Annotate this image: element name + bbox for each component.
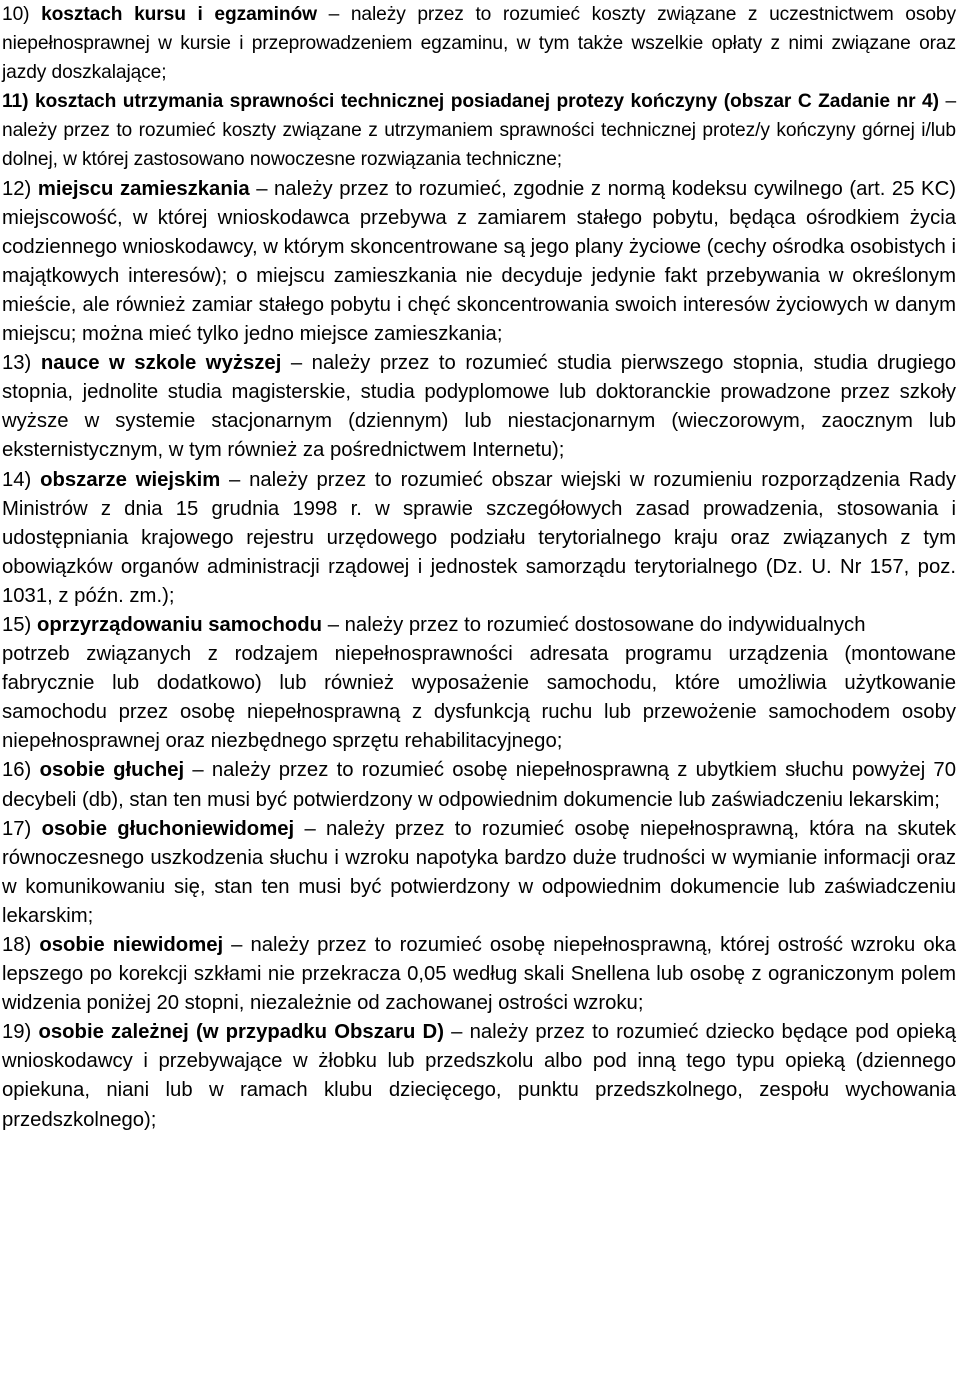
definition-number: 11)	[2, 91, 29, 113]
definition-term: miejscu zamieszkania	[37, 177, 250, 200]
definition-17	[2, 815, 956, 931]
definition-text: – należy przez to rozumieć studia pierwszego stopnia, studia drugiego stopnia, jednolite studia magisterskie, studia podyplomowe lub doktoranckie prowadzone przez szkoły wyższe w systemie stacjonarnym (dziennym) lub niestacjonarnym (wieczorowym, zaocznym lub eksternistycznym, w tym również za pośrednictwem Internetu);	[2, 352, 957, 462]
definition-text: – należy przez to rozumieć obszar wiejski w rozumieniu rozporządzenia Rady Ministrów z dnia 15 grudnia 1998 r. w sprawie szczegółowych zasad prowadzenia, stosowania i udostępniania krajowego rejestru urzędowego podziału terytorialnego kraju oraz związanych z tym obowiązków organów administracji rządowej i jednostek samorządu terytorialnego (Dz. U. Nr 157, poz. 1031, z późn. zm.);	[2, 468, 957, 607]
definition-12	[2, 175, 956, 350]
definition-18	[2, 931, 956, 1018]
definition-number: 10)	[2, 4, 30, 25]
definition-term: osobie zależnej (w przypadku Obszaru D)	[38, 1021, 444, 1044]
definition-text: – należy przez to rozumieć osobę niepełnosprawną, która na skutek równoczesnego uszkodzenia słuchu i wzroku napotyka bardzo duże trudności w wymianie informacji oraz w komunikowaniu się, stan ten musi być potwierdzony w odpowiednim dokumencie lub zaświadczeniu lekarskim;	[2, 817, 957, 927]
definition-term: osobie głuchej	[39, 759, 185, 782]
definition-15-continued	[2, 640, 956, 756]
definition-term: nauce w szkole wyższej	[40, 352, 282, 375]
definition-number: 19)	[2, 1021, 32, 1044]
definition-10	[2, 0, 956, 87]
definition-text: – należy przez to rozumieć osobę niepełnosprawną z ubytkiem słuchu powyżej 70 decybeli (db), stan ten musi być potwierdzony w odpowiednim dokumencie lub zaświadczeniu lekarskim;	[2, 759, 956, 811]
definition-number: 15)	[2, 613, 32, 636]
definition-number: 14)	[2, 468, 32, 491]
definition-text: – należy przez to rozumieć koszty związane z uczestnictwem osoby niepełnosprawnej w kursie i przeprowadzeniem egzaminu, w tym także wszelkie opłaty z nimi związane oraz jazdy doszkalające;	[2, 4, 956, 84]
definition-number: 18)	[2, 934, 32, 956]
definition-text-continued: potrzeb związanych z rodzajem niepełnosprawności adresata programu urządzenia (montowane fabrycznie lub dodatkowo) lub również wyposażenie samochodu, które umożliwia użytkowanie samochodu przez osobę niepełnosprawną z dysfunkcją ruchu lub przewożenie samochodem osoby niepełnosprawnej oraz niezbędnego sprzętu rehabilitacyjnego;	[2, 643, 956, 753]
definition-number: 12)	[2, 177, 32, 200]
definition-term: obszarze wiejskim	[40, 468, 221, 491]
definition-number: 13)	[2, 352, 32, 375]
definition-number: 16)	[2, 759, 32, 782]
definition-text: – należy przez to rozumieć, zgodnie z normą kodeksu cywilnego (art. 25 KC) miejscowość, w której wnioskodawca przebywa z zamiarem stałego pobytu, będąca ośrodkiem życia codziennego wnioskodawcy, w którym skoncentrowane są jego plany życiowe (cechy ośrodka osobistych i majątkowych interesów); o miejscu zamieszkania nie decyduje jedynie fakt przebywania w określonym mieście, ale również zamiar stałego pobytu i chęć skoncentrowania swoich interesów życiowych w danym miejscu; można mieć tylko jedno miejsce zamieszkania;	[2, 177, 956, 346]
definition-term: osobie głuchoniewidomej	[41, 817, 295, 840]
definition-text: – należy przez to rozumieć osobę niepełnosprawną, której ostrość wzroku oka lepszego po korekcji szkłami nie przekracza 0,05 według skali Snellena lub osobę z ograniczonym polem widzenia poniżej 20 stopni, niezależnie od zachowanej ostrości wzroku;	[2, 934, 957, 1015]
definition-text: – należy przez to rozumieć dziecko będące pod opieką wnioskodawcy i przebywające w żłobku lub przedszkolu albo pod inną tego typu opieką (dziennego opiekuna, niani lub w ramach klubu dziecięcego, punktu przedszkolnego, zespołu wychowania przedszkolnego);	[2, 1021, 957, 1131]
definition-term: osobie niewidomej	[39, 934, 224, 956]
definition-13	[2, 349, 956, 465]
definition-term: oprzyrządowaniu samochodu	[36, 613, 323, 636]
definition-16	[2, 756, 956, 814]
definition-14	[2, 466, 956, 611]
definition-19	[2, 1018, 956, 1134]
definition-11	[2, 87, 956, 174]
definition-15	[2, 611, 956, 640]
definition-text: – należy przez to rozumieć dostosowane do indywidualnych	[327, 613, 866, 636]
definition-term: kosztach utrzymania sprawności technicznej posiadanej protezy kończyny (obszar C Zadanie nr 4)	[34, 91, 939, 113]
definition-text: należy przez to rozumieć koszty związane z utrzymaniem sprawności technicznej protez/y kończyny górnej i/lub dolnej, w której zastosowano nowoczesne rozwiązania techniczne;	[2, 120, 956, 171]
definition-term: kosztach kursu i egzaminów	[41, 4, 317, 25]
definition-number: 17)	[2, 817, 32, 840]
definition-dash: –	[945, 91, 957, 113]
